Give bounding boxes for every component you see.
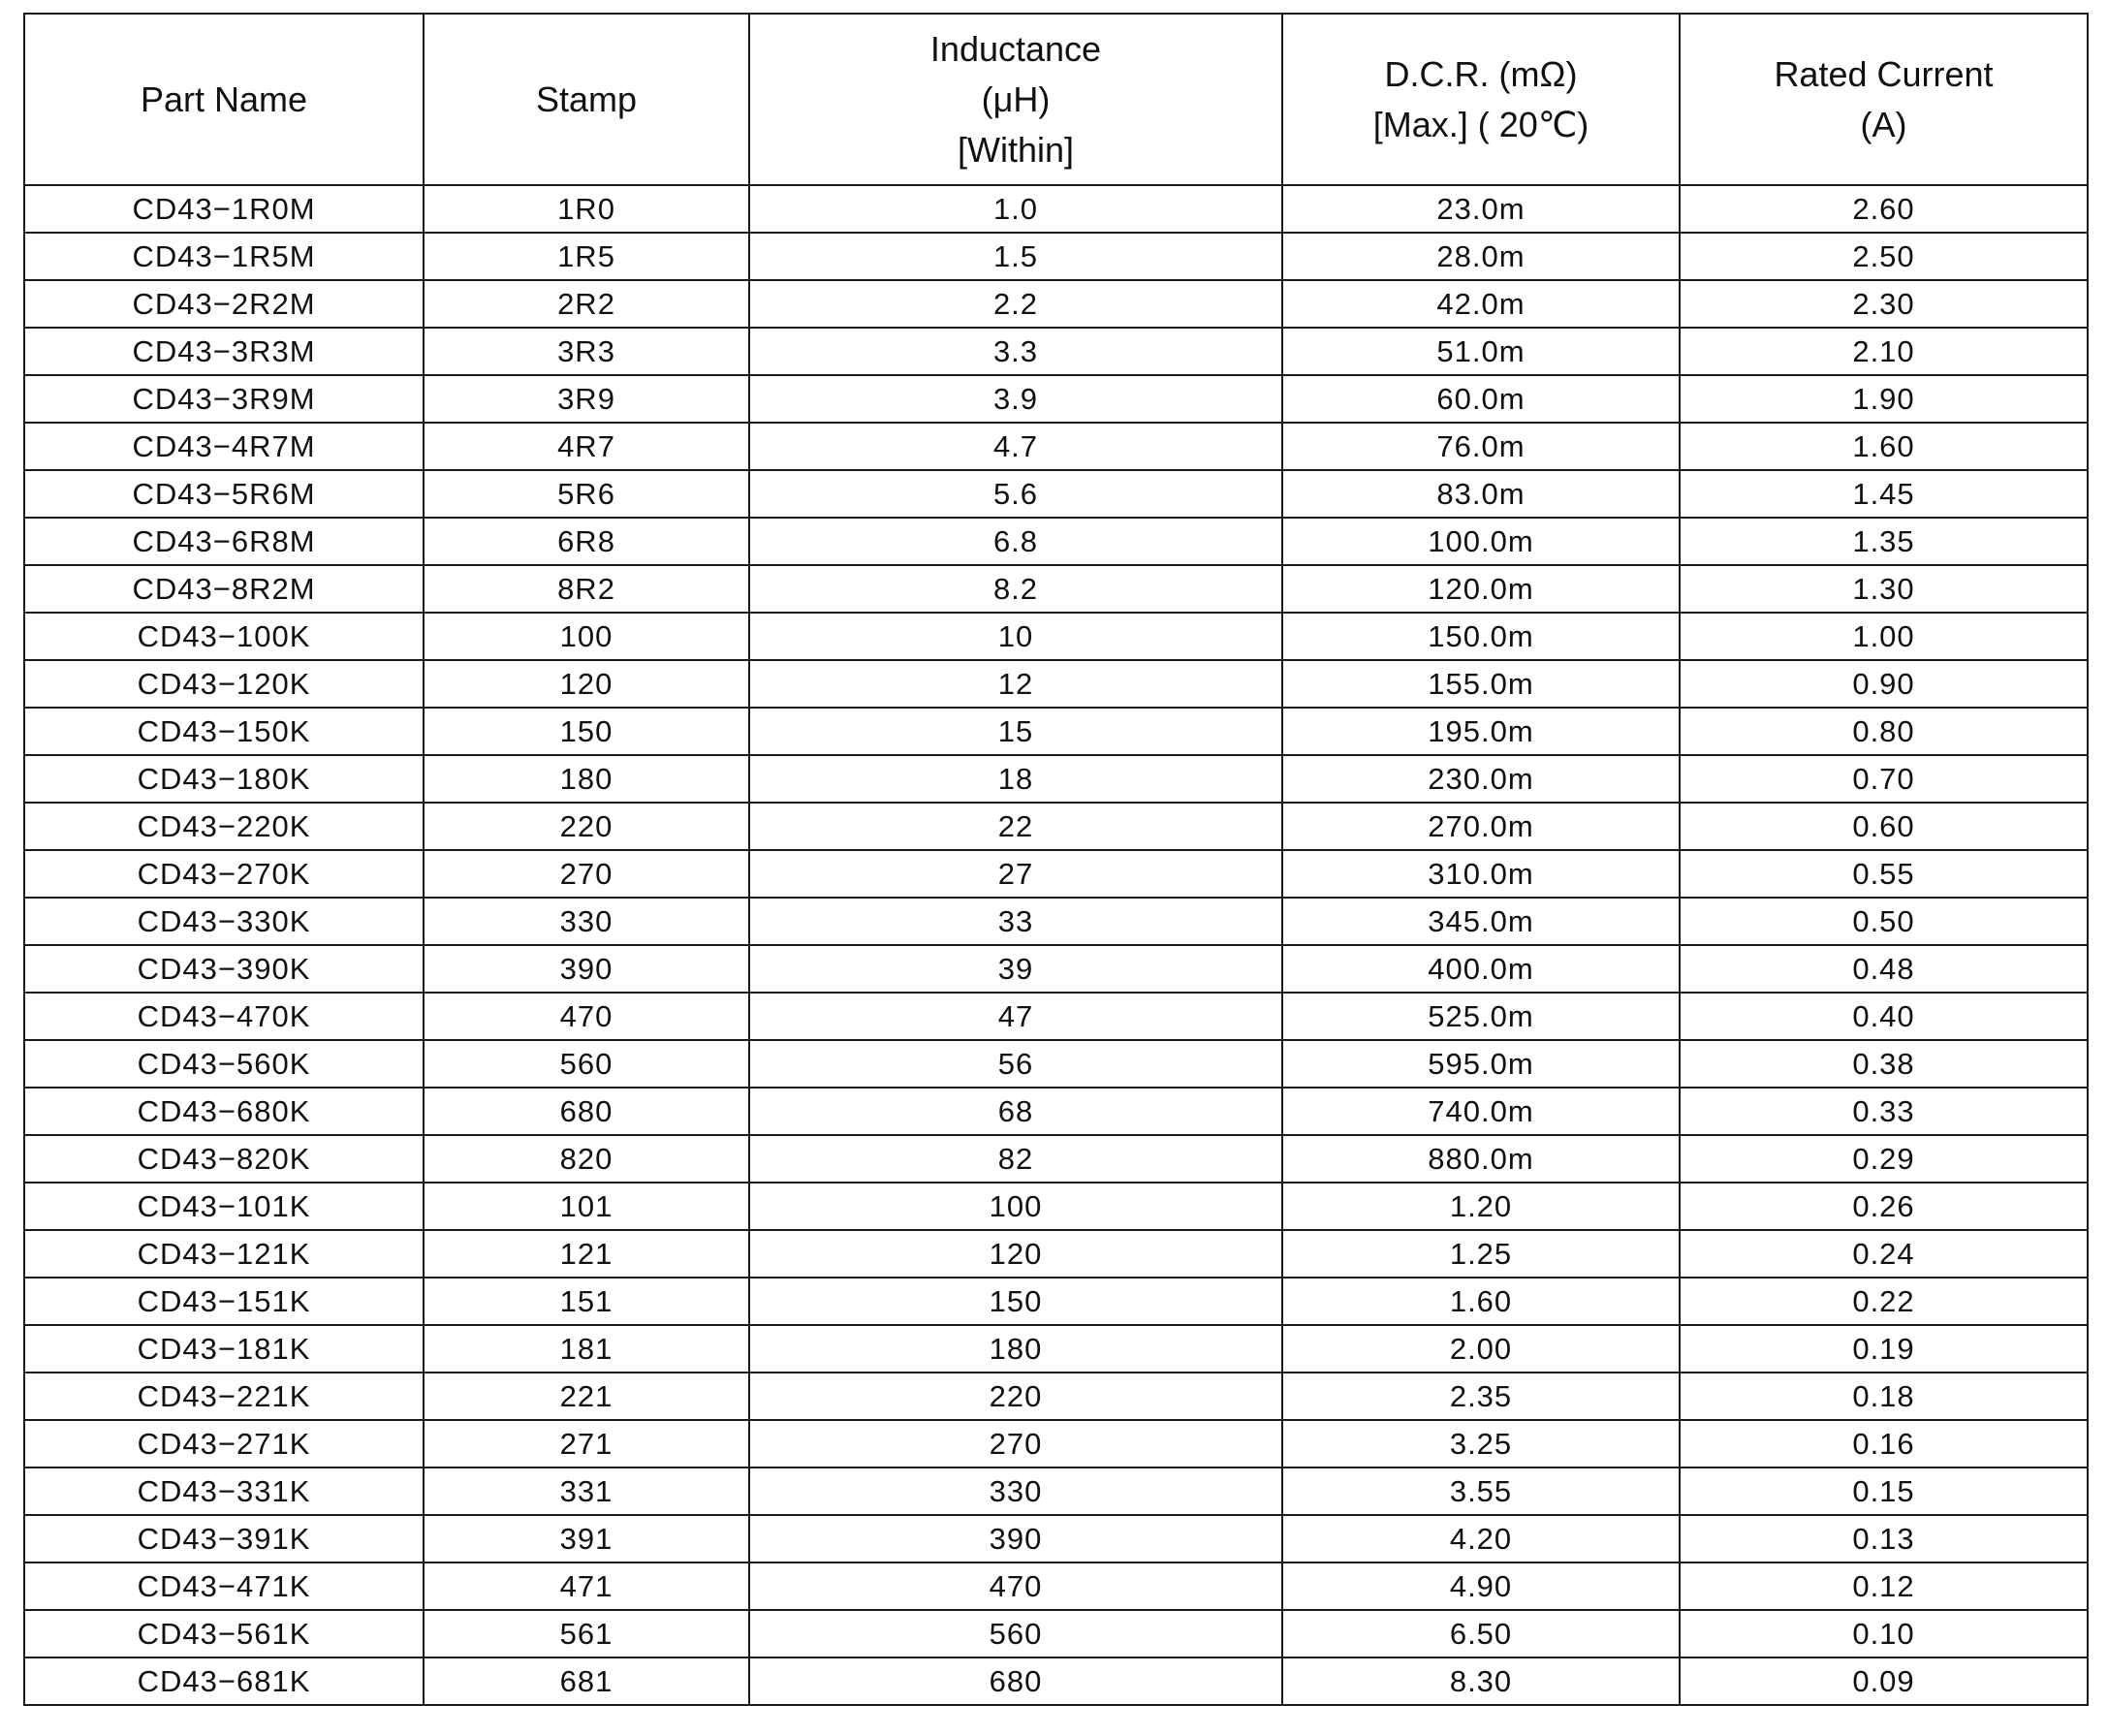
stamp-cell: 680	[424, 1088, 749, 1135]
rated-current-cell: 2.60	[1680, 185, 2088, 233]
stamp-cell: 1R0	[424, 185, 749, 233]
table-row	[24, 1088, 2088, 1135]
dcr-cell: 120.0m	[1282, 565, 1680, 613]
stamp-cell: 121	[424, 1230, 749, 1278]
stamp-cell: 561	[424, 1610, 749, 1657]
part-name-cell: CD43−270K	[24, 850, 424, 898]
part-name-cell: CD43−4R7M	[24, 423, 424, 470]
table-row	[24, 1610, 2088, 1657]
dcr-cell: 150.0m	[1282, 613, 1680, 660]
header-row	[24, 14, 2088, 185]
inductance-cell: 220	[749, 1373, 1282, 1420]
part-name-cell: CD43−390K	[24, 945, 424, 993]
part-name-cell: CD43−681K	[24, 1657, 424, 1705]
inductance-cell: 390	[749, 1515, 1282, 1562]
table-row	[24, 1468, 2088, 1515]
rated-current-cell: 0.26	[1680, 1183, 2088, 1230]
inductance-cell: 10	[749, 613, 1282, 660]
rated-current-cell: 0.13	[1680, 1515, 2088, 1562]
stamp-cell: 471	[424, 1562, 749, 1610]
dcr-cell: 195.0m	[1282, 708, 1680, 755]
dcr-cell: 8.30	[1282, 1657, 1680, 1705]
rated-current-cell: 0.19	[1680, 1325, 2088, 1373]
rated-current-cell: 0.29	[1680, 1135, 2088, 1183]
dcr-cell: 2.35	[1282, 1373, 1680, 1420]
rated-current-cell: 0.33	[1680, 1088, 2088, 1135]
rated-current-cell: 2.10	[1680, 328, 2088, 375]
table-row	[24, 803, 2088, 850]
dcr-cell: 51.0m	[1282, 328, 1680, 375]
table-row	[24, 185, 2088, 233]
table-row	[24, 1562, 2088, 1610]
table-row	[24, 280, 2088, 328]
stamp-cell: 330	[424, 898, 749, 945]
stamp-cell: 820	[424, 1135, 749, 1183]
part-name-cell: CD43−3R3M	[24, 328, 424, 375]
inductance-cell: 6.8	[749, 518, 1282, 565]
dcr-cell: 3.55	[1282, 1468, 1680, 1515]
dcr-cell: 6.50	[1282, 1610, 1680, 1657]
stamp-cell: 221	[424, 1373, 749, 1420]
stamp-cell: 4R7	[424, 423, 749, 470]
rated-current-cell: 0.22	[1680, 1278, 2088, 1325]
inductance-cell: 8.2	[749, 565, 1282, 613]
stamp-cell: 331	[424, 1468, 749, 1515]
header-text-line: Inductance	[929, 28, 1102, 69]
table-row	[24, 708, 2088, 755]
inductance-cell: 3.3	[749, 328, 1282, 375]
stamp-cell: 100	[424, 613, 749, 660]
rated-current-cell: 0.40	[1680, 993, 2088, 1040]
header-text-line: Stamp	[535, 79, 638, 119]
stamp-cell: 270	[424, 850, 749, 898]
rated-current-cell: 0.60	[1680, 803, 2088, 850]
stamp-cell: 6R8	[424, 518, 749, 565]
header-part-name	[24, 14, 424, 185]
table-row	[24, 375, 2088, 423]
part-name-cell: CD43−121K	[24, 1230, 424, 1278]
dcr-cell: 345.0m	[1282, 898, 1680, 945]
part-name-cell: CD43−221K	[24, 1373, 424, 1420]
inductance-cell: 56	[749, 1040, 1282, 1088]
inductance-cell: 150	[749, 1278, 1282, 1325]
inductance-cell: 12	[749, 660, 1282, 708]
part-name-cell: CD43−820K	[24, 1135, 424, 1183]
part-name-cell: CD43−220K	[24, 803, 424, 850]
inductance-cell: 680	[749, 1657, 1282, 1705]
stamp-cell: 391	[424, 1515, 749, 1562]
rated-current-cell: 0.12	[1680, 1562, 2088, 1610]
table-row	[24, 565, 2088, 613]
part-name-cell: CD43−331K	[24, 1468, 424, 1515]
part-name-cell: CD43−101K	[24, 1183, 424, 1230]
stamp-cell: 2R2	[424, 280, 749, 328]
header-text-line: [Within]	[957, 129, 1075, 170]
rated-current-cell: 1.90	[1680, 375, 2088, 423]
stamp-cell: 1R5	[424, 233, 749, 280]
header-rated-current	[1680, 14, 2088, 185]
dcr-cell: 400.0m	[1282, 945, 1680, 993]
part-name-cell: CD43−150K	[24, 708, 424, 755]
inductance-cell: 100	[749, 1183, 1282, 1230]
inductance-cell: 4.7	[749, 423, 1282, 470]
rated-current-cell: 0.55	[1680, 850, 2088, 898]
table-row	[24, 518, 2088, 565]
stamp-cell: 390	[424, 945, 749, 993]
table-row	[24, 1515, 2088, 1562]
inductance-cell: 2.2	[749, 280, 1282, 328]
part-name-cell: CD43−6R8M	[24, 518, 424, 565]
stamp-cell: 8R2	[424, 565, 749, 613]
table-row	[24, 1373, 2088, 1420]
rated-current-cell: 0.09	[1680, 1657, 2088, 1705]
stamp-cell: 5R6	[424, 470, 749, 518]
part-name-cell: CD43−561K	[24, 1610, 424, 1657]
rated-current-cell: 1.60	[1680, 423, 2088, 470]
table-row	[24, 613, 2088, 660]
dcr-cell: 155.0m	[1282, 660, 1680, 708]
dcr-cell: 83.0m	[1282, 470, 1680, 518]
part-name-cell: CD43−680K	[24, 1088, 424, 1135]
dcr-cell: 525.0m	[1282, 993, 1680, 1040]
table-row	[24, 233, 2088, 280]
part-name-cell: CD43−471K	[24, 1562, 424, 1610]
header-text-line: [Max.] ( 20℃)	[1372, 104, 1589, 144]
rated-current-cell: 0.90	[1680, 660, 2088, 708]
stamp-cell: 681	[424, 1657, 749, 1705]
inductance-cell: 560	[749, 1610, 1282, 1657]
dcr-cell: 4.20	[1282, 1515, 1680, 1562]
inductance-cell: 1.0	[749, 185, 1282, 233]
inductance-cell: 39	[749, 945, 1282, 993]
inductance-cell: 330	[749, 1468, 1282, 1515]
table-row	[24, 328, 2088, 375]
table-row	[24, 1040, 2088, 1088]
part-name-cell: CD43−330K	[24, 898, 424, 945]
header-text-line: Rated Current	[1774, 53, 1994, 94]
table-body	[24, 185, 2088, 1705]
inductance-cell: 3.9	[749, 375, 1282, 423]
rated-current-cell: 0.48	[1680, 945, 2088, 993]
dcr-cell: 595.0m	[1282, 1040, 1680, 1088]
table-row	[24, 850, 2088, 898]
stamp-cell: 101	[424, 1183, 749, 1230]
stamp-cell: 220	[424, 803, 749, 850]
inductance-cell: 120	[749, 1230, 1282, 1278]
rated-current-cell: 0.16	[1680, 1420, 2088, 1468]
dcr-cell: 270.0m	[1282, 803, 1680, 850]
part-name-cell: CD43−181K	[24, 1325, 424, 1373]
dcr-cell: 230.0m	[1282, 755, 1680, 803]
rated-current-cell: 0.70	[1680, 755, 2088, 803]
inductance-cell: 47	[749, 993, 1282, 1040]
part-name-cell: CD43−3R9M	[24, 375, 424, 423]
rated-current-cell: 1.45	[1680, 470, 2088, 518]
part-name-cell: CD43−271K	[24, 1420, 424, 1468]
stamp-cell: 151	[424, 1278, 749, 1325]
rated-current-cell: 1.00	[1680, 613, 2088, 660]
inductance-cell: 5.6	[749, 470, 1282, 518]
table-row	[24, 660, 2088, 708]
dcr-cell: 28.0m	[1282, 233, 1680, 280]
stamp-cell: 181	[424, 1325, 749, 1373]
rated-current-cell: 1.30	[1680, 565, 2088, 613]
rated-current-cell: 0.50	[1680, 898, 2088, 945]
dcr-cell: 23.0m	[1282, 185, 1680, 233]
table-row	[24, 755, 2088, 803]
part-name-cell: CD43−180K	[24, 755, 424, 803]
table-row	[24, 1420, 2088, 1468]
header-text-line: (A)	[1860, 104, 1907, 144]
table-row	[24, 1230, 2088, 1278]
header-text-line: Part Name	[140, 79, 308, 119]
table-row	[24, 1135, 2088, 1183]
inductance-cell: 18	[749, 755, 1282, 803]
rated-current-cell: 0.18	[1680, 1373, 2088, 1420]
table-row	[24, 423, 2088, 470]
rated-current-cell: 0.15	[1680, 1468, 2088, 1515]
dcr-cell: 1.60	[1282, 1278, 1680, 1325]
dcr-cell: 1.20	[1282, 1183, 1680, 1230]
inductance-cell: 27	[749, 850, 1282, 898]
rated-current-cell: 0.80	[1680, 708, 2088, 755]
stamp-cell: 470	[424, 993, 749, 1040]
inductance-cell: 68	[749, 1088, 1282, 1135]
dcr-cell: 76.0m	[1282, 423, 1680, 470]
dcr-cell: 1.25	[1282, 1230, 1680, 1278]
stamp-cell: 180	[424, 755, 749, 803]
rated-current-cell: 2.30	[1680, 280, 2088, 328]
inductance-cell: 33	[749, 898, 1282, 945]
part-name-cell: CD43−391K	[24, 1515, 424, 1562]
part-name-cell: CD43−5R6M	[24, 470, 424, 518]
dcr-cell: 100.0m	[1282, 518, 1680, 565]
stamp-cell: 271	[424, 1420, 749, 1468]
part-name-cell: CD43−100K	[24, 613, 424, 660]
dcr-cell: 740.0m	[1282, 1088, 1680, 1135]
inductance-cell: 180	[749, 1325, 1282, 1373]
part-name-cell: CD43−151K	[24, 1278, 424, 1325]
stamp-cell: 150	[424, 708, 749, 755]
part-name-cell: CD43−8R2M	[24, 565, 424, 613]
stamp-cell: 3R3	[424, 328, 749, 375]
part-name-cell: CD43−120K	[24, 660, 424, 708]
stamp-cell: 120	[424, 660, 749, 708]
dcr-cell: 310.0m	[1282, 850, 1680, 898]
inductance-cell: 470	[749, 1562, 1282, 1610]
dcr-cell: 2.00	[1282, 1325, 1680, 1373]
rated-current-cell: 0.10	[1680, 1610, 2088, 1657]
stamp-cell: 3R9	[424, 375, 749, 423]
rated-current-cell: 0.24	[1680, 1230, 2088, 1278]
stamp-cell: 560	[424, 1040, 749, 1088]
part-name-cell: CD43−1R5M	[24, 233, 424, 280]
table-row	[24, 993, 2088, 1040]
inductor-spec-table	[23, 13, 2089, 1706]
dcr-cell: 880.0m	[1282, 1135, 1680, 1183]
inductance-cell: 270	[749, 1420, 1282, 1468]
dcr-cell: 4.90	[1282, 1562, 1680, 1610]
header-stamp	[424, 14, 749, 185]
part-name-cell: CD43−470K	[24, 993, 424, 1040]
header-text-line: (μH)	[981, 79, 1051, 119]
inductance-cell: 22	[749, 803, 1282, 850]
table-row	[24, 945, 2088, 993]
table-row	[24, 1657, 2088, 1705]
rated-current-cell: 1.35	[1680, 518, 2088, 565]
part-name-cell: CD43−1R0M	[24, 185, 424, 233]
table-row	[24, 1325, 2088, 1373]
table-row	[24, 898, 2088, 945]
table-row	[24, 470, 2088, 518]
rated-current-cell: 0.38	[1680, 1040, 2088, 1088]
inductance-cell: 15	[749, 708, 1282, 755]
table-row	[24, 1278, 2088, 1325]
header-dcr	[1282, 14, 1680, 185]
header-inductance	[749, 14, 1282, 185]
dcr-cell: 60.0m	[1282, 375, 1680, 423]
rated-current-cell: 2.50	[1680, 233, 2088, 280]
dcr-cell: 42.0m	[1282, 280, 1680, 328]
dcr-cell: 3.25	[1282, 1420, 1680, 1468]
table-row	[24, 1183, 2088, 1230]
header-text-line: D.C.R. (mΩ)	[1384, 53, 1578, 94]
inductance-cell: 82	[749, 1135, 1282, 1183]
inductance-cell: 1.5	[749, 233, 1282, 280]
part-name-cell: CD43−2R2M	[24, 280, 424, 328]
part-name-cell: CD43−560K	[24, 1040, 424, 1088]
table-header	[24, 14, 2088, 185]
